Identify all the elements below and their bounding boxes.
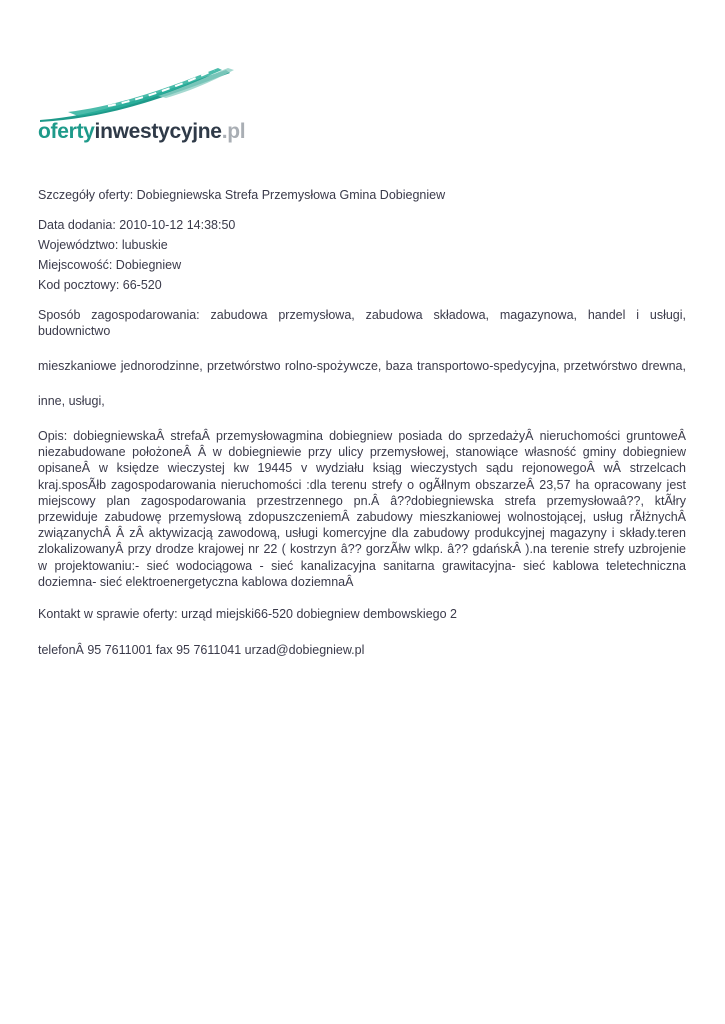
logo-text: ofertyinwestycyjne.pl (38, 120, 246, 143)
land-use-line: mieszkaniowe jednorodzinne, przetwórstwo rolno-spożywcze, baza transportowo-spedycyjna, przetwórstwo drewna, (38, 359, 686, 373)
land-use-line: Sposób zagospodarowania: zabudowa przemysłowa, zabudowa składowa, magazynowa, handel i usługi, budownictwo (38, 308, 686, 338)
land-use-line: inne, usługi, (38, 394, 105, 408)
offer-details (38, 187, 686, 658)
voivodeship: Województwo: lubuskie (38, 238, 168, 252)
land-use (38, 307, 686, 409)
road-logo-icon (38, 66, 238, 122)
phone-info: telefonÂ 95 7611001 fax 95 7611041 urzad@dobiegniew.pl (38, 643, 365, 658)
postcode: Kod pocztowy: 66-520 (38, 278, 162, 292)
date-added: Data dodania: 2010-10-12 14:38:50 (38, 218, 236, 232)
offer-description: Opis: dobiegniewskaÂ strefaÂ przemysłowagmina dobiegniew posiada do sprzedażyÂ nieruchomości gruntoweÂ niezabudowane położoneÂ Â w dobiegniewie przy ulicy przemysłowej, stanowiące własność gminy dobiegniew opisaneÂ w księdze wieczystej kw 19445 v wydziału ksiąg wieczystych sądu rejonowegoÂ wÂ strzelcach kraj.sposÃłb zagospodarowania nieruchomości :dla terenu strefy o ogÃłlnym obszarzeÂ 23,57 ha opracowany jest miejscowy plan zagospodarowania przestrzennego pn.Â â??dobiegniewska strefa przemysłowaâ??, ktÃłry przewiduje zabudowę przemysłową zdopuszczeniemÂ zabudowy mieszkaniowej wolnostojącej, usług rÃłżnychÂ związanychÂ Â zÂ aktywizacją zawodową, usługi komercyjne dla zabudowy produkcyjnej magazyny i składy.teren zlokalizowanyÂ przy drodze krajowej nr 22 ( kostrzyn â?? gorzÃłw wlkp. â?? gdańskÂ ).na terenie strefy uzbrojenie w projektowaniu:- sieć wodociągowa - sieć kanalizacyjna sanitarna grawitacyjna- sieć kablowa teletechniczna doziemna- sieć elektroenergetyczna kablowa doziemnaÂ (38, 429, 686, 589)
contact-info: Kontakt w sprawie oferty: urząd miejski66-520 dobiegniew dembowskiego 2 (38, 607, 457, 622)
offer-title: Szczegóły oferty: Dobiegniewska Strefa Przemysłowa Gmina Dobiegniew (38, 188, 446, 202)
site-logo[interactable] (38, 66, 246, 146)
city: Miejscowość: Dobiegniew (38, 258, 182, 272)
